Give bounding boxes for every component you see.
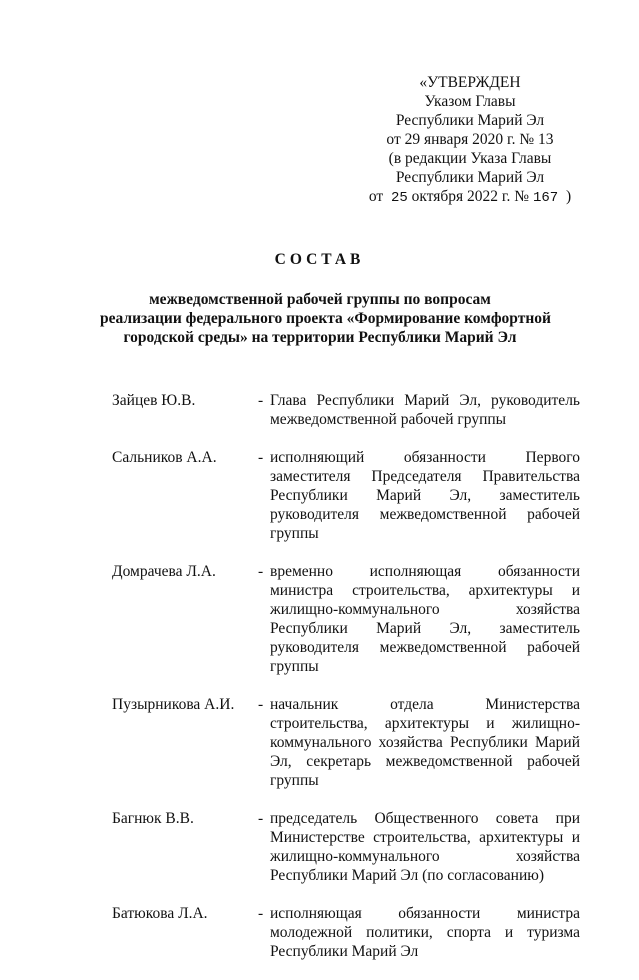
members-list: [112, 391, 580, 980]
revision-day: 25: [390, 190, 408, 206]
member-dash: -: [258, 696, 264, 713]
subtitle-line-1: межведомственной рабочей группы по вопросам: [149, 291, 491, 308]
approval-revision-date: [355, 187, 585, 208]
revision-date-middle: октября 2022 г. №: [411, 188, 530, 205]
approval-decree: Указом Главы: [424, 93, 516, 110]
member-name: Батюкова Л.А.: [112, 905, 208, 922]
approval-republic: Республики Марий Эл: [395, 112, 545, 129]
member-row: [112, 809, 580, 885]
member-name: Пузырникова А.И.: [112, 696, 235, 713]
subtitle-line-2: реализации федерального проекта «Формирование комфортной: [100, 310, 551, 327]
revision-number: 167: [532, 190, 559, 206]
member-role: начальник отдела Министерства строительства, архитектуры и жилищно-коммунального хозяйства Республики Марий Эл, секретарь межведомственной рабочей группы: [270, 696, 580, 789]
approval-revision: (в редакции Указа Главы: [388, 150, 552, 167]
member-row: [112, 562, 580, 676]
member-role: председатель Общественного совета при Министерстве строительства, архитектуры и жилищно-коммунального хозяйства Республики Марий Эл (по согласованию): [270, 810, 580, 884]
member-dash: -: [258, 810, 264, 827]
member-dash: -: [258, 563, 264, 580]
member-role: исполняющая обязанности министра молодежной политики, спорта и туризма Республики Марий Эл: [270, 905, 580, 960]
revision-date-prefix: от: [368, 188, 384, 205]
approval-heading: «УТВЕРЖДЕН: [419, 74, 521, 91]
subtitle-line-3: городской среды» на территории Республики Марий Эл: [123, 329, 517, 346]
document-title: СОСТАВ: [274, 251, 365, 268]
member-name: Домрачева Л.А.: [112, 563, 216, 580]
member-row: [112, 695, 580, 790]
member-dash: -: [258, 449, 264, 466]
approval-revision-republic: Республики Марий Эл: [395, 169, 545, 186]
revision-date-suffix: ): [565, 188, 572, 205]
member-role: Глава Республики Марий Эл, руководитель межведомственной рабочей группы: [270, 392, 580, 428]
member-row: [112, 904, 580, 961]
approval-stamp: [355, 73, 585, 208]
member-dash: -: [258, 905, 264, 922]
member-role: временно исполняющая обязанности министра строительства, архитектуры и жилищно-коммунального хозяйства Республики Марий Эл, заместитель руководителя межведомственной рабочей группы: [270, 563, 580, 675]
document-subtitle: [100, 290, 551, 347]
approval-date: от 29 января 2020 г. № 13: [386, 131, 554, 148]
member-row: [112, 448, 580, 543]
member-name: Зайцев Ю.В.: [112, 392, 196, 409]
member-row: [112, 391, 580, 429]
member-dash: -: [258, 392, 264, 409]
member-name: Багнюк В.В.: [112, 810, 194, 827]
member-name: Сальников А.А.: [112, 449, 217, 466]
member-role: исполняющий обязанности Первого заместителя Председателя Правительства Республики Марий Эл, заместитель руководителя межведомственной рабочей группы: [270, 449, 580, 542]
